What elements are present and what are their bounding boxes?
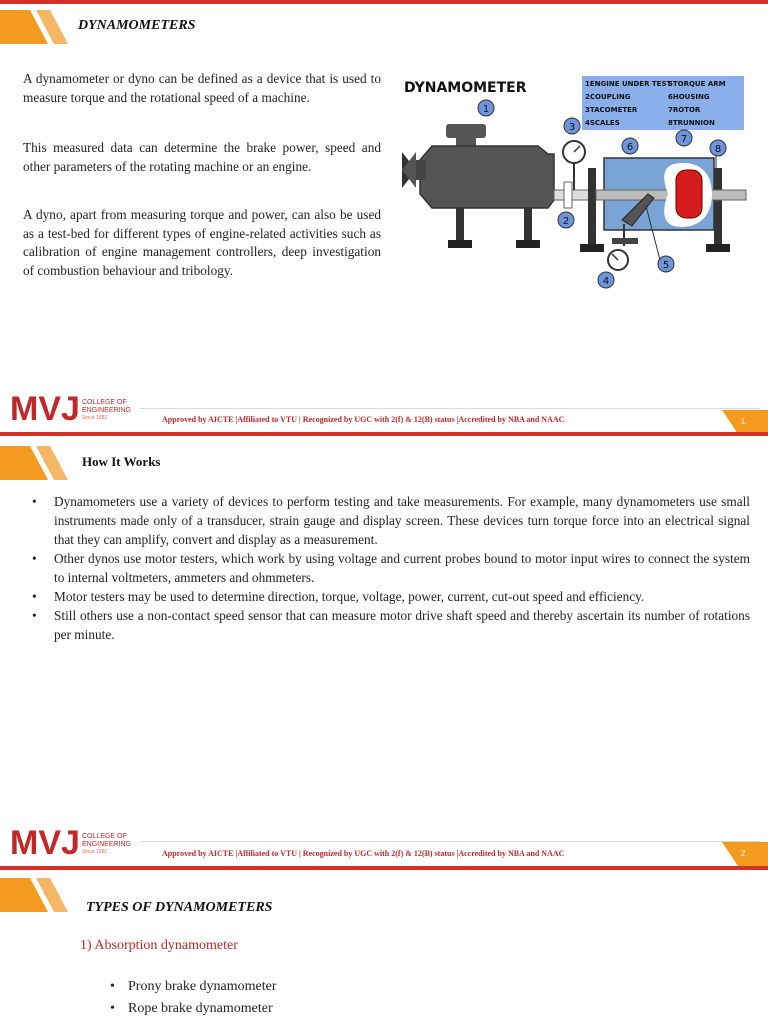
svg-text:6: 6 — [626, 142, 634, 153]
list-item: • Other dynos use motor testers, which work by using voltage and current probes bound to motor input wires to connect the system to internal voltmeters, ammeters and ohmmeters. — [30, 549, 750, 587]
section-subheading: 1) Absorption dynamometer — [80, 938, 238, 953]
footer-divider — [140, 841, 760, 842]
bullet-list — [30, 492, 750, 644]
list-item: • Dynamometers use a variety of devices to perform testing and take measurements. For example, many dynamometers use small instruments made only of a transducer, strain gauge and display screen. These devices turn torque force into an electrical signal that they can amplify, convert and display as a measurement. — [30, 492, 750, 549]
engine-cap — [446, 124, 486, 138]
legend-item: 5TORQUE ARM — [668, 80, 726, 88]
chevron-icon — [0, 878, 72, 912]
slide-title: How It Works — [82, 454, 161, 469]
svg-text:ENGINEERING: ENGINEERING — [82, 841, 132, 848]
diagram-title: DYNAMOMETER — [404, 80, 527, 96]
svg-text:4: 4 — [602, 276, 610, 287]
svg-text:7: 7 — [680, 134, 688, 145]
svg-text:ENGINEERING: ENGINEERING — [82, 407, 132, 414]
trunnion-right — [714, 168, 722, 248]
legend-item: 6HOUSING — [668, 93, 710, 101]
svg-text:Since 1982: Since 1982 — [82, 415, 108, 421]
legend-item: 4SCALES — [585, 119, 620, 127]
svg-text:COLLEGE OF: COLLEGE OF — [82, 833, 127, 840]
list-item: • Motor testers may be used to determine direction, torque, voltage, power, current, cut-out speed and efficiency. — [30, 587, 750, 606]
svg-text:2: 2 — [562, 216, 570, 227]
svg-text:MVJ: MVJ — [10, 390, 80, 426]
footer-approval-text: Approved by AICTE |Affiliated to VTU | Recognized by UGC with 2(f) & 12(B) status |Accredited by NBA and NAAC — [162, 849, 565, 858]
college-logo — [10, 386, 140, 426]
chevron-icon — [0, 446, 72, 480]
scale-base — [612, 238, 638, 244]
slide-3 — [0, 870, 768, 1024]
slide-title: DYNAMOMETERS — [78, 18, 196, 33]
coupling — [564, 182, 572, 208]
footer-approval-text: Approved by AICTE |Affiliated to VTU | Recognized by UGC with 2(f) & 12(B) status |Accredited by NBA and NAAC — [162, 415, 565, 424]
legend-item: 2COUPLING — [585, 93, 631, 101]
legend-item: 8TRUNNION — [668, 119, 715, 127]
svg-text:COLLEGE OF: COLLEGE OF — [82, 399, 127, 406]
paragraph: A dyno, apart from measuring torque and power, can also be used as a test-bed for different types of engine-related activities such as calibration of engine management controllers, deep investigation of combustion behaviour and tribology. — [23, 207, 381, 278]
svg-text:5: 5 — [662, 260, 670, 271]
slide-title: TYPES OF DYNAMOMETERS — [86, 900, 273, 915]
svg-text:3: 3 — [568, 122, 576, 133]
slide-1 — [0, 0, 768, 436]
paragraph: A dynamometer or dyno can be defined as a device that is used to measure torque and the rotational speed of a machine. — [23, 71, 381, 105]
trunnion-left — [588, 168, 596, 248]
college-logo — [10, 820, 140, 860]
dynamometer-diagram — [398, 70, 756, 292]
engine-body — [420, 146, 554, 208]
page-number: 1 — [740, 417, 746, 426]
rotor — [676, 170, 702, 218]
list-item: • Rope brake dynamometer — [110, 998, 277, 1020]
page-number: 2 — [740, 849, 746, 858]
chevron-icon — [0, 10, 72, 44]
list-item: • Prony brake dynamometer — [110, 976, 277, 998]
paragraph: This measured data can determine the brake power, speed and other parameters of the rotating machine or an engine. — [23, 140, 381, 174]
slide-2 — [0, 436, 768, 870]
svg-text:8: 8 — [714, 144, 722, 155]
footer-divider — [140, 408, 760, 409]
types-list — [110, 976, 277, 1020]
legend-item: 3TACOMETER — [585, 106, 638, 114]
svg-text:MVJ: MVJ — [10, 824, 80, 860]
top-accent-bar — [0, 0, 768, 4]
legend-item: 1ENGINE UNDER TEST — [585, 80, 672, 88]
legend-item: 7ROTOR — [668, 106, 701, 114]
svg-text:Since 1982: Since 1982 — [82, 849, 108, 855]
svg-text:1: 1 — [482, 104, 490, 115]
list-item: • Still others use a non-contact speed sensor that can measure motor drive shaft speed and thereby ascertain its number of rotations per minute. — [30, 606, 750, 644]
